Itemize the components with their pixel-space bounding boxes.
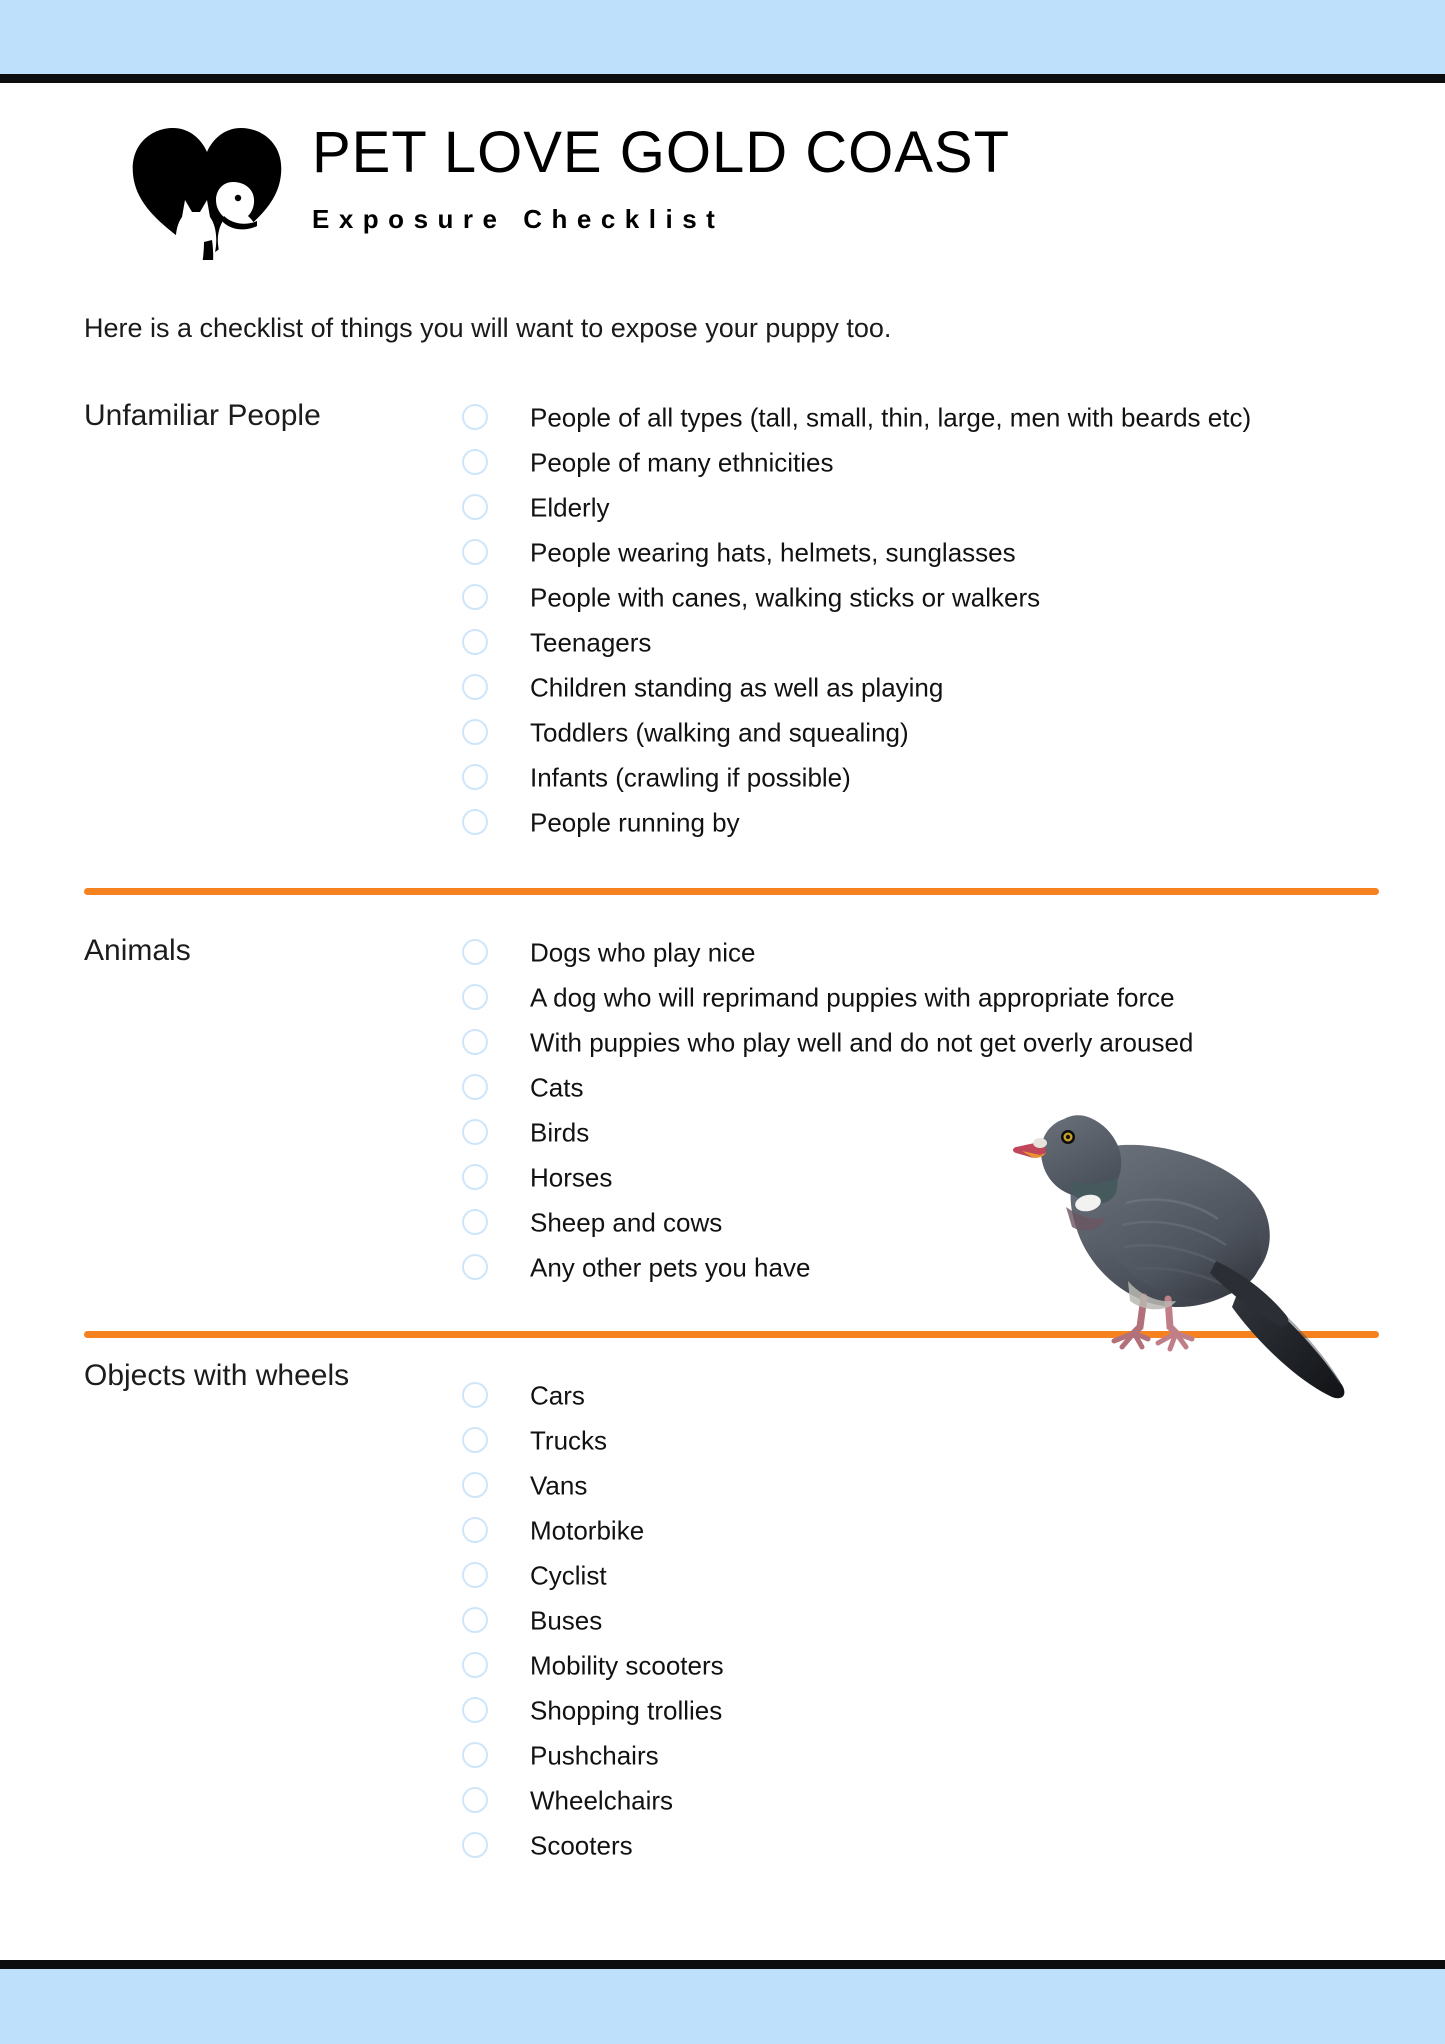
checklist-item-label: Shopping trollies <box>530 1695 723 1725</box>
checklist-item-label: Cars <box>530 1380 585 1410</box>
checklist-item-label: Pushchairs <box>530 1740 659 1770</box>
checkbox-circle-icon[interactable] <box>462 1254 488 1280</box>
checkbox-circle-icon[interactable] <box>462 984 488 1010</box>
checklist-item-label: People wearing hats, helmets, sunglasses <box>530 537 1016 567</box>
checkbox-circle-icon[interactable] <box>462 1697 488 1723</box>
checkbox-circle-icon[interactable] <box>462 719 488 745</box>
checkbox-circle-icon[interactable] <box>462 1427 488 1453</box>
checklist-item[interactable] <box>462 1778 1402 1823</box>
brand-block <box>312 120 1011 235</box>
checkbox-circle-icon[interactable] <box>462 1209 488 1235</box>
checklist-item[interactable] <box>462 755 1402 800</box>
checklist-item-label: A dog who will reprimand puppies with appropriate force <box>530 982 1175 1012</box>
checklist-item[interactable] <box>462 1553 1402 1598</box>
checklist-item[interactable] <box>462 1598 1402 1643</box>
checklist-item[interactable] <box>462 975 1402 1020</box>
page-title: PET LOVE GOLD COAST <box>312 120 1011 185</box>
checklist-item[interactable] <box>462 1200 1402 1245</box>
checkbox-circle-icon[interactable] <box>462 1562 488 1588</box>
checklist-item[interactable] <box>462 620 1402 665</box>
checklist-item-label: With puppies who play well and do not get overly aroused <box>530 1027 1194 1057</box>
checklist-item-label: People running by <box>530 807 740 837</box>
checkbox-circle-icon[interactable] <box>462 1607 488 1633</box>
section-divider-1 <box>84 888 1379 895</box>
checklist-item-label: Trucks <box>530 1425 608 1455</box>
checklist-item[interactable] <box>462 395 1402 440</box>
checklist-item-label: Scooters <box>530 1830 633 1860</box>
checkbox-circle-icon[interactable] <box>462 809 488 835</box>
checklist-item-label: Sheep and cows <box>530 1207 723 1237</box>
checkbox-circle-icon[interactable] <box>462 404 488 430</box>
checkbox-circle-icon[interactable] <box>462 1382 488 1408</box>
checklist-item[interactable] <box>462 440 1402 485</box>
section-divider-2 <box>84 1331 1379 1338</box>
bottom-black-band <box>0 1960 1445 1969</box>
checkbox-circle-icon[interactable] <box>462 584 488 610</box>
checkbox-circle-icon[interactable] <box>462 1119 488 1145</box>
checklist-item-label: Teenagers <box>530 627 652 657</box>
page-subtitle: Exposure Checklist <box>312 204 725 234</box>
checklist-item-label: Cats <box>530 1072 584 1102</box>
checklist-item[interactable] <box>462 1688 1402 1733</box>
checklist-item-label: Toddlers (walking and squealing) <box>530 717 909 747</box>
checklist-item[interactable] <box>462 575 1402 620</box>
intro-text: Here is a checklist of things you will want to expose your puppy too. <box>84 313 892 343</box>
checklist-item-label: People with canes, walking sticks or walkers <box>530 582 1041 612</box>
checklist-item-label: Birds <box>530 1117 590 1147</box>
checklist-item[interactable] <box>462 1508 1402 1553</box>
checklist-item-label: Mobility scooters <box>530 1650 724 1680</box>
checkbox-circle-icon[interactable] <box>462 1074 488 1100</box>
checklist-item-label: People of many ethnicities <box>530 447 834 477</box>
checklist-item[interactable] <box>462 1418 1402 1463</box>
checkbox-circle-icon[interactable] <box>462 1164 488 1190</box>
section-title: Objects with wheels <box>84 1359 350 1392</box>
checkbox-circle-icon[interactable] <box>462 494 488 520</box>
checklist-item[interactable] <box>462 485 1402 530</box>
checklist-item[interactable] <box>462 800 1402 845</box>
checklist-item[interactable] <box>462 1110 1402 1155</box>
checklist-item-label: Wheelchairs <box>530 1785 674 1815</box>
checklist-item-label: Children standing as well as playing <box>530 672 944 702</box>
checklist-item-label: Buses <box>530 1605 603 1635</box>
checkbox-circle-icon[interactable] <box>462 1742 488 1768</box>
checkbox-circle-icon[interactable] <box>462 939 488 965</box>
checkbox-circle-icon[interactable] <box>462 449 488 475</box>
checkbox-circle-icon[interactable] <box>462 1832 488 1858</box>
checkbox-circle-icon[interactable] <box>462 1517 488 1543</box>
checklist-item[interactable] <box>462 1065 1402 1110</box>
checkbox-circle-icon[interactable] <box>462 674 488 700</box>
checkbox-circle-icon[interactable] <box>462 1029 488 1055</box>
checklist-items <box>462 930 1402 1290</box>
section-title: Unfamiliar People <box>84 399 321 432</box>
checklist-item-label: Horses <box>530 1162 613 1192</box>
checklist-item[interactable] <box>462 1643 1402 1688</box>
checklist-item[interactable] <box>462 1823 1402 1868</box>
checklist-item-label: People of all types (tall, small, thin, large, men with beards etc) <box>530 402 1252 432</box>
checklist-item[interactable] <box>462 1245 1402 1290</box>
checklist-item[interactable] <box>462 1373 1402 1418</box>
checklist-item-label: Dogs who play nice <box>530 937 756 967</box>
checklist-item-label: Cyclist <box>530 1560 607 1590</box>
checklist-item[interactable] <box>462 930 1402 975</box>
checkbox-circle-icon[interactable] <box>462 629 488 655</box>
checkbox-circle-icon[interactable] <box>462 1787 488 1813</box>
checklist-items <box>462 1373 1402 1868</box>
checklist-item-label: Vans <box>530 1470 588 1500</box>
page-header <box>0 118 1445 278</box>
checklist-item[interactable] <box>462 530 1402 575</box>
checklist-item-label: Infants (crawling if possible) <box>530 762 851 792</box>
checklist-items <box>462 395 1402 845</box>
checklist-item-label: Motorbike <box>530 1515 645 1545</box>
top-blue-band <box>0 0 1445 74</box>
bottom-blue-band <box>0 1969 1445 2044</box>
checkbox-circle-icon[interactable] <box>462 539 488 565</box>
heart-cat-dog-logo-icon <box>128 120 286 260</box>
checkbox-circle-icon[interactable] <box>462 1472 488 1498</box>
section-title: Animals <box>84 934 191 967</box>
checklist-item[interactable] <box>462 665 1402 710</box>
checklist-item[interactable] <box>462 1020 1402 1065</box>
checklist-item-label: Elderly <box>530 492 610 522</box>
top-black-band <box>0 74 1445 83</box>
checklist-item[interactable] <box>462 1463 1402 1508</box>
checkbox-circle-icon[interactable] <box>462 764 488 790</box>
checkbox-circle-icon[interactable] <box>462 1652 488 1678</box>
checklist-item-label: Any other pets you have <box>530 1252 811 1282</box>
checklist-item[interactable] <box>462 710 1402 755</box>
checklist-item[interactable] <box>462 1733 1402 1778</box>
checklist-item[interactable] <box>462 1155 1402 1200</box>
